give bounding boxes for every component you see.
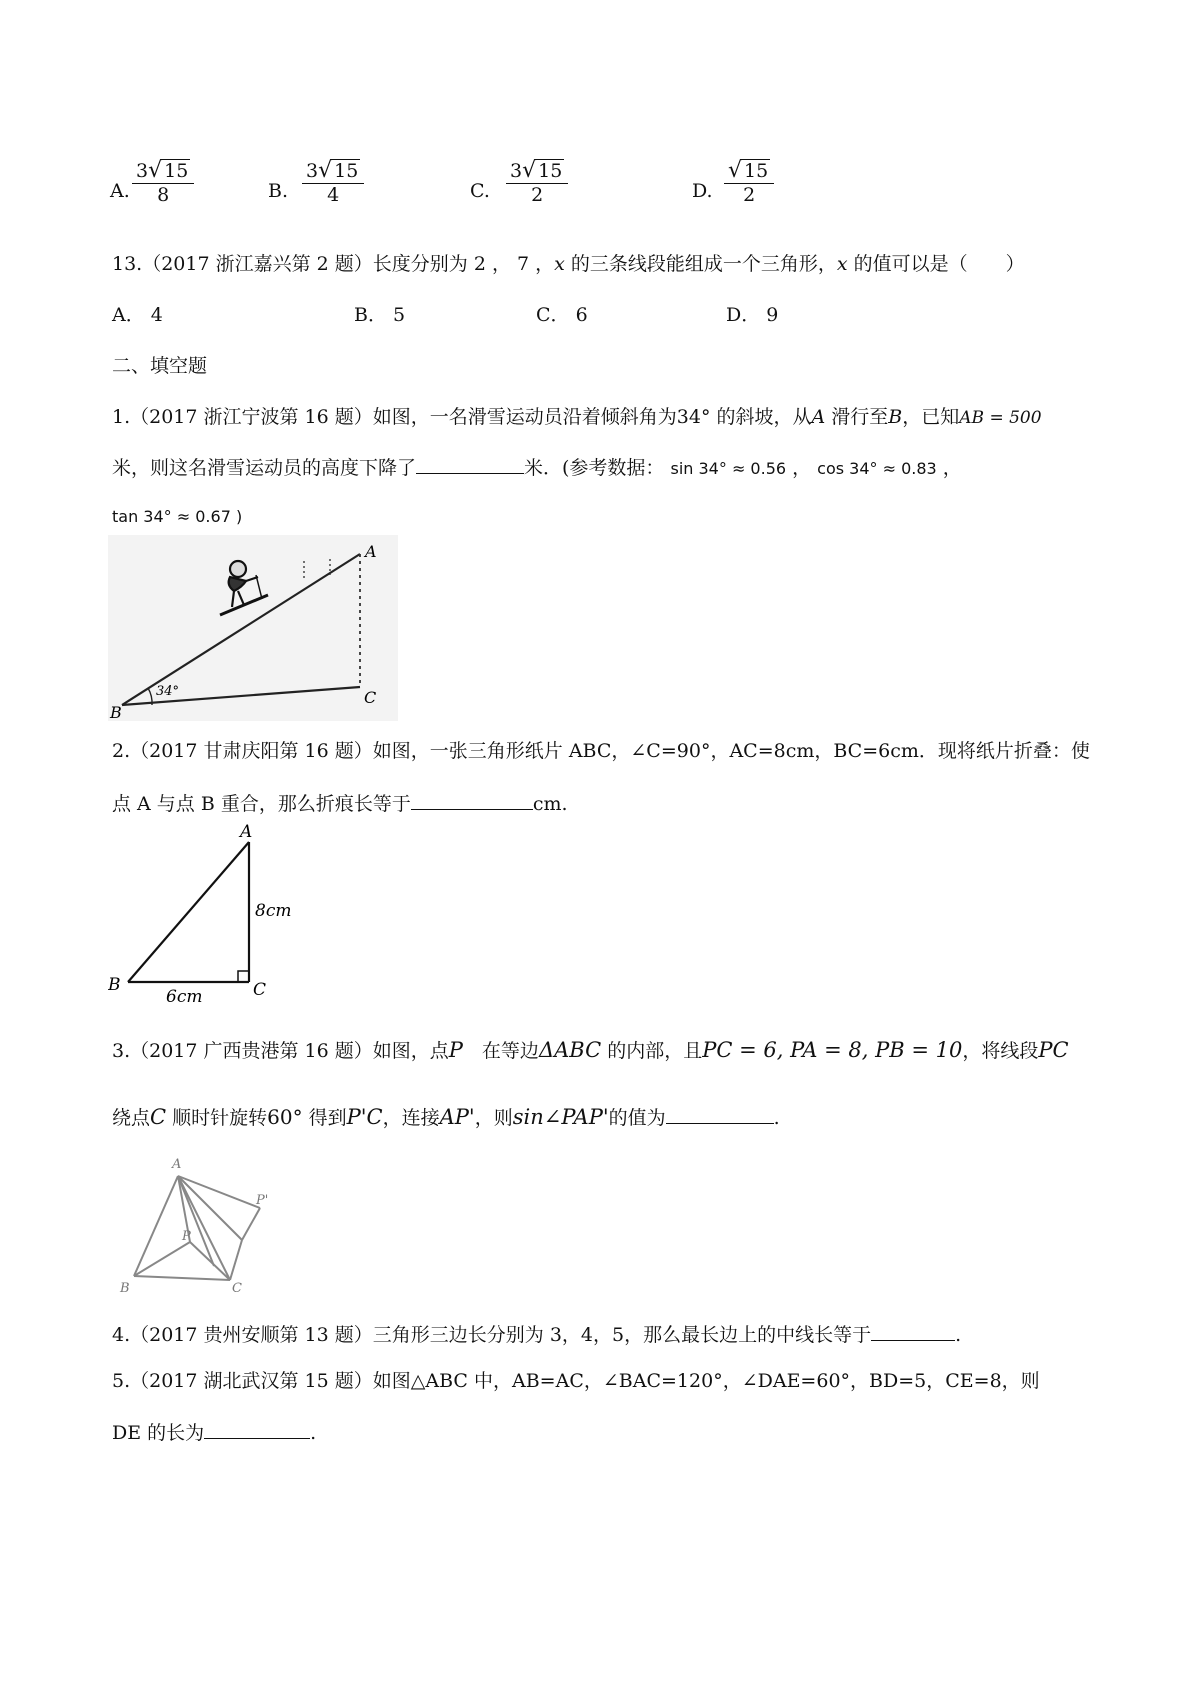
option-label: D. <box>692 180 713 202</box>
p1-line3: tan 34° ≈ 0.67 ) <box>112 507 243 526</box>
p5-line1: 5.（2017 湖北武汉第 15 题）如图△ABC 中，AB=AC，∠BAC=120°，∠DAE=60°，BD=5，CE=8，则 <box>112 1370 1040 1392</box>
point-b-label: B <box>110 703 122 721</box>
answer-blank[interactable] <box>411 789 533 810</box>
section-title: 二、填空题 <box>112 355 208 377</box>
option-label: C. <box>470 180 490 202</box>
p3-line2: 绕点C 顺时针旋转60° 得到P'C，连接AP'，则sin∠PAP'的值为 . <box>112 1105 780 1129</box>
p3-line1: 3.（2017 广西贵港第 16 题）如图，点P 在等边ΔABC 的内部，且PC = 6, PA = 8, PB = 10，将线段PC <box>112 1038 1069 1062</box>
p2-line2: 点 A 与点 B 重合，那么折痕长等于 cm. <box>112 789 568 818</box>
point-a-label: A <box>172 1157 182 1172</box>
q13-option-b: B． 5 <box>354 304 406 326</box>
p4-line: 4.（2017 贵州安顺第 13 题）三角形三边长分别为 3，4，5，那么最长边上的中线长等于 . <box>112 1320 961 1349</box>
point-c-label: C <box>253 980 267 1000</box>
answer-blank[interactable] <box>416 453 524 474</box>
option-label: B. <box>268 180 289 202</box>
point-a-label: A <box>365 542 377 561</box>
point-b-label: B <box>108 975 121 995</box>
answer-blank[interactable] <box>666 1103 774 1124</box>
point-c-label: C <box>232 1281 242 1296</box>
point-p-prime-label: P' <box>256 1193 269 1208</box>
q13-option-c: C． 6 <box>536 304 588 326</box>
p5-line2: DE 的长为 . <box>112 1418 316 1447</box>
p1-line2: 米，则这名滑雪运动员的高度下降了 米．(参考数据： sin 34° ≈ 0.56 ， cos 34° ≈ 0.83 ， <box>112 453 962 483</box>
option-label: A. <box>110 180 130 202</box>
angle-label: 34° <box>156 684 180 699</box>
rotation-figure <box>110 1150 290 1300</box>
right-triangle-figure <box>108 820 308 1005</box>
side-ac-label: 8cm <box>255 901 292 921</box>
point-a-label: A <box>240 822 253 842</box>
p2-line1: 2.（2017 甘肃庆阳第 16 题）如图，一张三角形纸片 ABC，∠C=90°，AC=8cm，BC=6cm．现将纸片折叠：使 <box>112 740 1090 762</box>
p1-line1: 1.（2017 浙江宁波第 16 题）如图，一名滑雪运动员沿着倾斜角为34° 的斜坡，从A 滑行至B，已知AB = 500 <box>112 406 1042 428</box>
side-bc-label: 6cm <box>166 987 203 1005</box>
answer-blank[interactable] <box>204 1418 310 1439</box>
q13-stem: 13.（2017 浙江嘉兴第 2 题）长度分别为 2 ， 7 ，x 的三条线段能组成一个三角形，x 的值可以是（ ） <box>112 253 1025 275</box>
point-b-label: B <box>120 1281 130 1296</box>
answer-blank[interactable] <box>871 1320 955 1341</box>
document-page: A. $\frac{3√ 15}{8}$ B. $\frac{3√ 15}{4}$ C. $\frac{3√ 15}{2}$ D. $\frac{√ 15}{2}$ 13.（2017 浙江嘉兴第 2 题）长度分别为 2 ， 7 ，x 的三条线段能组成一个三角形，x 的值可以是（ ） A． 4 B． 5 C． 6 D． 9 二、填空题 1.（2017 浙江宁波第 16 题）如图，一名滑雪运动员沿着倾斜角为34° 的斜坡，从A 滑行至B，已知AB = 500 米，则这名滑雪运动员的高度下降了 米．(参考数据： sin 34° ≈ 0.56 ， cos 34° ≈ 0.83 ， tan 34° ≈ 0.67 ) 34° A B C 2.（2017 甘肃庆阳第 16 题）如图，一张三角形纸片 ABC，∠C=90°，AC=8cm，BC=6cm．现将纸片折叠：使 点 A 与点 B 重合，那么折痕长等于 cm. A B C 8cm 6cm 3.（2017 广西贵港第 16 题）如图，点P 在等边ΔABC 的内部，且PC = 6, PA = 8, PB = 10，将线段PC 绕点C 顺时针旋转60° 得到P'C，连接AP'，则sin∠PAP'的值为 . A B C P P' 4.（2017 贵州安顺第 13 题）三角形三边长分别为 3，4，5，那么最长边上的中线长等于 . 5.（2017 湖北武汉第 15 题）如图△ABC 中，AB=AC，∠BAC=120°，∠DAE=60°，BD=5，CE=8，则 DE 的长为 . <box>0 0 1200 1698</box>
point-c-label: C <box>364 688 377 707</box>
q13-option-d: D． 9 <box>726 304 779 326</box>
point-p-label: P <box>182 1229 191 1244</box>
q13-option-a: A． 4 <box>112 304 163 326</box>
ski-slope-figure <box>108 535 398 721</box>
